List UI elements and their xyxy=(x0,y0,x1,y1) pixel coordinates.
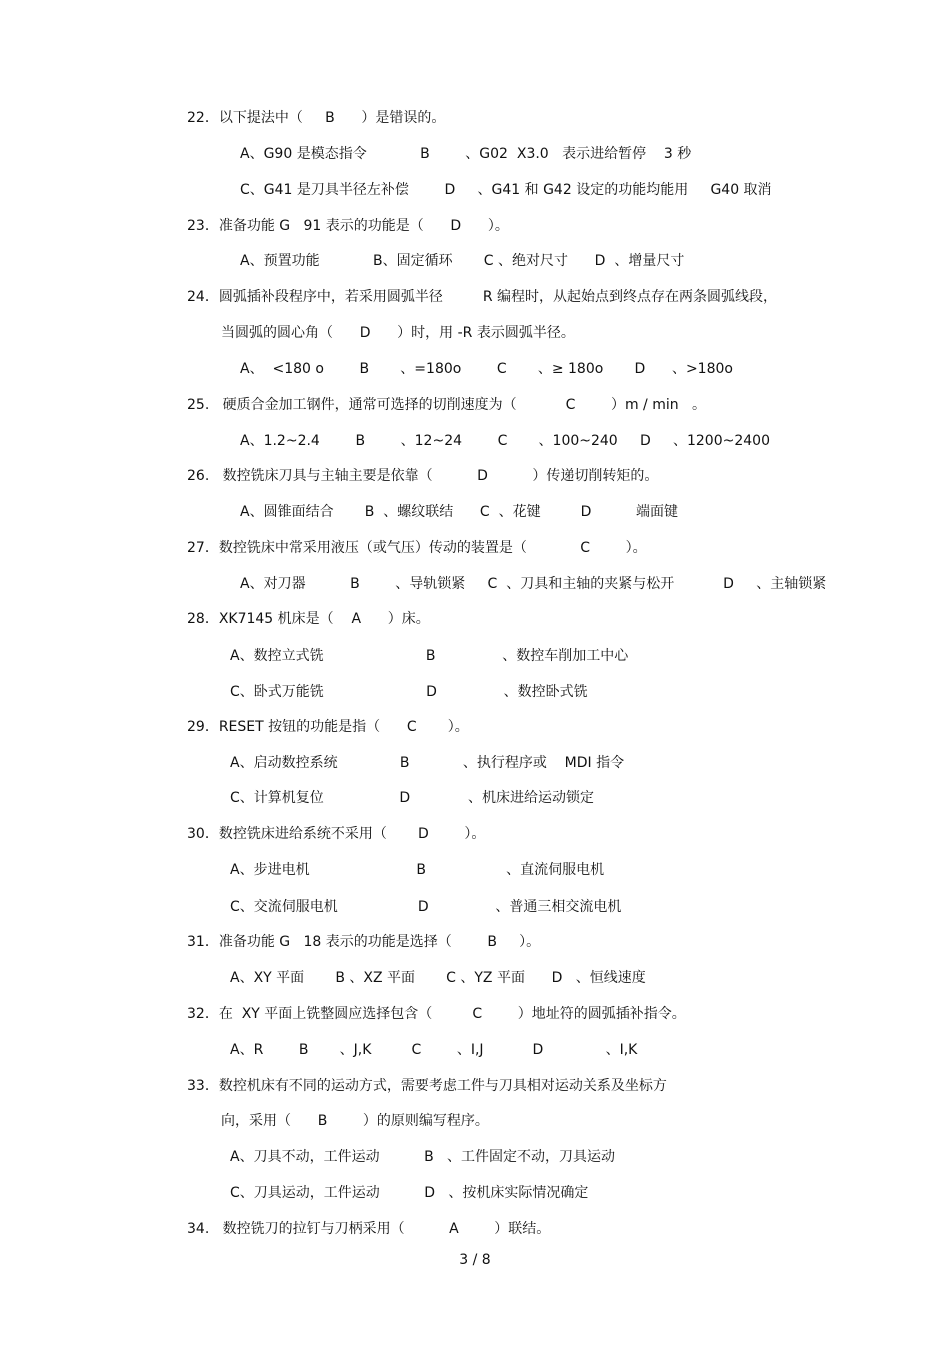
question-23-options: A、预置功能 B、固定循环 C 、绝对尺寸 D 、增量尺寸 xyxy=(240,253,685,269)
question-24-cont: 当圆弧的圆心角（ D ）时，用 -R 表示圆弧半径。 xyxy=(221,325,575,341)
question-29-options-ab: A、启动数控系统 B 、执行程序或 MDI 指令 xyxy=(230,755,625,771)
question-34: 34. 数控铣刀的拉钉与刀柄采用（ A ）联结。 xyxy=(187,1221,551,1237)
question-25-options: A、1.2~2.4 B 、12~24 C 、100~240 D 、1200~2400 xyxy=(240,433,770,449)
question-28-options-cd: C、卧式万能铣 D 、数控卧式铣 xyxy=(230,684,588,700)
question-31-options: A、XY 平面 B 、XZ 平面 C 、YZ 平面 D 、恒线速度 xyxy=(230,970,646,986)
question-30-options-cd: C、交流伺服电机 D 、普通三相交流电机 xyxy=(230,899,622,915)
question-32: 32．在 XY 平面上铣整圆应选择包含（ C ）地址符的圆弧插补指令。 xyxy=(187,1006,686,1022)
question-33-options-ab: A、刀具不动，工件运动 B 、工件固定不动，刀具运动 xyxy=(230,1149,616,1165)
page-number: 3 / 8 xyxy=(459,1252,491,1268)
question-24-options: A、 <180 o B 、=180o C 、≥ 180o D 、>180o xyxy=(240,361,733,377)
question-29: 29．RESET 按钮的功能是指（ C ）。 xyxy=(187,719,469,735)
question-30-options-ab: A、步进电机 B 、直流伺服电机 xyxy=(230,862,605,878)
question-22-options-ab: A、G90 是模态指令 B 、G02 X3.0 表示进给暂停 3 秒 xyxy=(240,146,692,162)
question-25: 25. 硬质合金加工钢件，通常可选择的切削速度为（ C ）m / min 。 xyxy=(187,397,706,413)
question-28-options-ab: A、数控立式铣 B 、数控车削加工中心 xyxy=(230,648,629,664)
question-24: 24．圆弧插补段程序中，若采用圆弧半径 R 编程时，从起始点到终点存在两条圆弧线段， xyxy=(187,289,778,305)
question-22-options-cd: C、G41 是刀具半径左补偿 D 、G41 和 G42 设定的功能均能用 G40 取消 xyxy=(240,182,772,198)
question-29-options-cd: C、计算机复位 D 、机床进给运动锁定 xyxy=(230,790,595,806)
question-31: 31．准备功能 G 18 表示的功能是选择（ B ）。 xyxy=(187,934,541,950)
question-26-options: A、圆锥面结合 B 、螺纹联结 C 、花键 D 端面键 xyxy=(240,504,678,520)
question-33: 33．数控机床有不同的运动方式，需要考虑工件与刀具相对运动关系及坐标方 xyxy=(187,1078,667,1094)
question-32-options: A、R B 、J,K C 、I,J D 、I,K xyxy=(230,1042,638,1058)
question-27-options: A、对刀器 B 、导轨锁紧 C 、刀具和主轴的夹紧与松开 D 、主轴锁紧 xyxy=(240,576,827,592)
question-26: 26. 数控铣床刀具与主轴主要是依靠（ D ）传递切削转矩的。 xyxy=(187,468,659,484)
question-30: 30．数控铣床进给系统不采用（ D ）。 xyxy=(187,826,486,842)
question-22: 22．以下提法中（ B ）是错误的。 xyxy=(187,110,446,126)
question-33-cont: 向，采用（ B ）的原则编写程序。 xyxy=(221,1113,489,1129)
question-33-options-cd: C、刀具运动，工件运动 D 、按机床实际情况确定 xyxy=(230,1185,589,1201)
question-28: 28．XK7145 机床是（ A ）床。 xyxy=(187,611,430,627)
question-27: 27．数控铣床中常采用液压（或气压）传动的装置是（ C ）。 xyxy=(187,540,647,556)
question-23: 23．准备功能 G 91 表示的功能是（ D ）。 xyxy=(187,218,509,234)
